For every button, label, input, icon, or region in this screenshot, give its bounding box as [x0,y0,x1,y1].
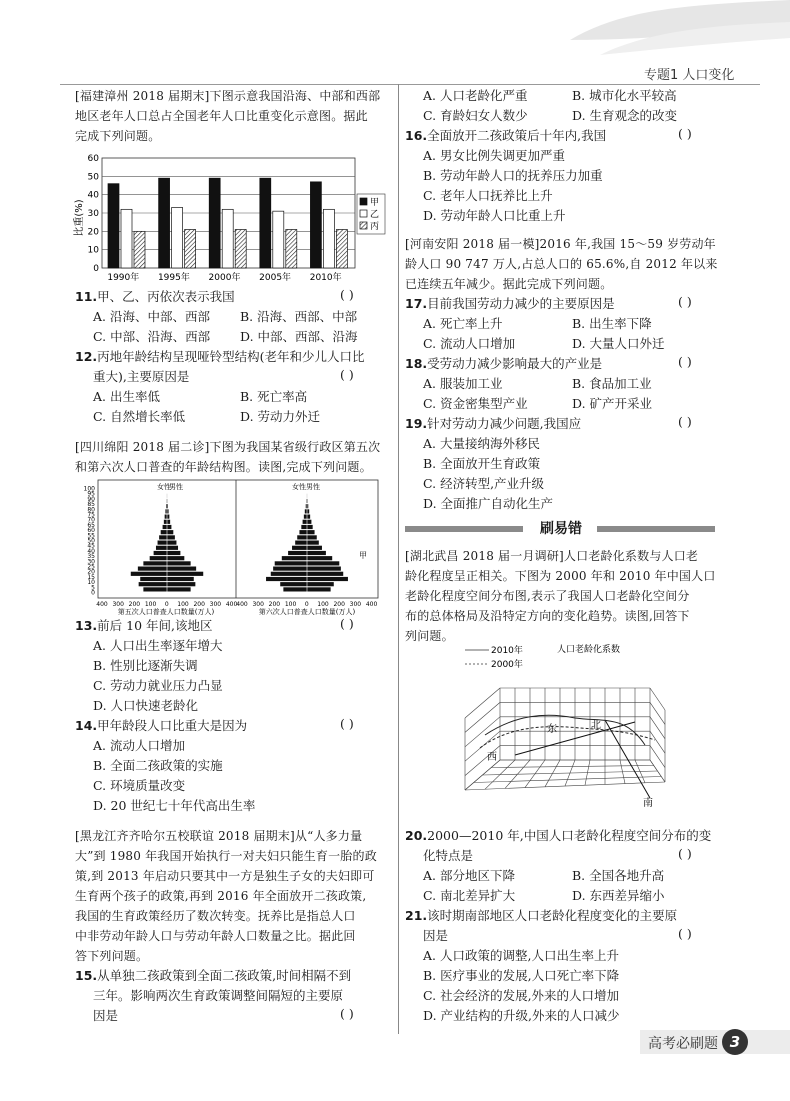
x-tick-5th: 200 [193,601,205,608]
y-tick-label: 60 [87,154,99,164]
aging-coefficient-3d-chart [455,640,680,820]
grid-line [465,717,500,747]
option: A. 服装加工业 [423,376,503,391]
age-tick: 30 [87,558,95,566]
option: B. 食品加工业 [572,376,652,391]
x-tick-label: 2005年 [259,273,292,283]
brush-decoration [560,0,790,60]
x-tick-6th: 100 [317,601,329,608]
passage-3 [75,826,377,966]
bar [108,184,119,268]
passage-line: 生育两个孩子的政策,再到 2016 年全面放开二孩政策, [75,889,367,903]
passage-line: [河南安阳 2018 届一模]2016 年,我国 15～59 岁劳动年 [405,237,716,251]
x-tick-6th: 200 [333,601,345,608]
question-stem-cont: 三年。影响两次生育政策调整间隔短的主要原 [93,988,344,1003]
option: A. 大量接纳海外移民 [423,436,540,451]
option: B. 医疗事业的发展,人口死亡率下降 [423,968,620,983]
age-tick: 10 [87,579,95,587]
question-stem: 2000—2010 年,中国人口老龄化程度空间分布的变 [427,828,712,843]
option: C. 劳动力就业压力凸显 [93,678,223,693]
bar [222,209,233,268]
curve-2010 [485,715,645,745]
south-label: 南 [643,798,653,809]
question-stem: 全面放开二孩政策后十年内,我国 [427,128,607,143]
y-tick-label: 30 [87,209,99,219]
chart-ylabel: 比重(%) [74,199,85,237]
question-number: 20. [405,828,428,843]
chart-title: 人口老龄化系数 [557,645,621,655]
bar [209,178,220,268]
answer-blank[interactable]: ( ) [678,414,692,429]
y-tick-label: 40 [87,190,99,201]
male-label: 男性 [169,483,183,491]
age-tick: 70 [87,516,95,524]
question-number: 17. [405,296,428,311]
question-number: 16. [405,128,428,143]
legend-swatch [360,198,367,205]
x-tick-label: 2000年 [208,273,241,283]
answer-blank[interactable]: ( ) [340,716,354,731]
x-tick-6th: 200 [268,601,281,608]
x-tick-5th: 100 [177,601,189,608]
grid-line [650,688,665,710]
passage-line: 大”到 1980 年我国开始执行一对夫妇只能生育一胎的政 [75,849,377,863]
x-tick-label: 1995年 [157,273,190,283]
bar [121,209,132,268]
passage-2 [75,437,380,477]
option: A. 人口政策的调整,人口出生率上升 [423,948,619,963]
option: C. 流动人口增加 [423,336,516,351]
passage-line: 我国的生育政策经历了数次转变。抚养比是指总人口 [75,909,356,923]
question-13 [75,616,212,636]
option: D. 生育观念的改变 [572,108,678,123]
y-tick-label: 50 [87,172,99,183]
option: D. 东西差异缩小 [572,888,665,903]
option: C. 经济转型,产业升级 [423,476,545,491]
option: D. 矿产开采业 [572,396,653,411]
question-20 [405,826,711,846]
x-tick-6th: 300 [252,601,264,608]
question-stem: 甲年龄段人口比重大是因为 [97,718,248,733]
grid-line [650,746,665,768]
option: B. 出生率下降 [572,316,652,331]
option: D. 劳动力外迁 [240,409,321,424]
legend-2000: 2000年 [491,660,523,670]
x-tick-label: 2010年 [309,273,342,283]
passage-line: [黑龙江齐齐哈尔五校联谊 2018 届期末]从“人多力量 [75,829,363,843]
x-tick-6th: 100 [284,601,297,608]
question-21 [405,906,677,926]
legend-label: 甲 [370,198,380,208]
option: C. 老年人口抚养比上升 [423,188,553,203]
option: D. 劳动年龄人口比重上升 [423,208,566,223]
answer-blank[interactable]: ( ) [678,846,692,861]
passage-line: 龄人口 90 747 万人,占总人口的 65.6%,自 2012 年以来 [405,257,718,271]
age-tick: 80 [87,506,95,514]
banner-rule-right [597,526,715,532]
question-number: 21. [405,908,428,923]
north-label: 北 [591,720,601,731]
question-12 [75,347,365,367]
x-tick-5th: 300 [112,601,124,608]
question-16 [405,126,606,146]
y-tick-label: 0 [93,264,99,274]
option: A. 男女比例失调更加严重 [423,148,565,163]
bar [286,230,297,269]
bar [323,209,334,268]
west-label: 西 [487,752,497,763]
option: A. 沿海、中部、西部 [93,309,210,324]
question-number: 14. [75,718,98,733]
question-stem: 从单独二孩政策到全面二孩政策,时间相隔不到 [97,968,352,983]
age-tick: 15 [87,573,95,581]
x-tick-6th: 400 [236,601,248,608]
age-tick: 65 [87,521,95,529]
option: B. 全国各地升高 [572,868,665,883]
legend-label: 丙 [370,222,380,232]
question-stem: 针对劳动力减少问题,我国应 [427,416,582,431]
x-tick-5th: 100 [144,601,157,608]
answer-blank[interactable]: ( ) [340,287,354,302]
column-divider [398,84,399,1034]
question-number: 19. [405,416,428,431]
grid-line [650,717,665,739]
pyramid-caption-5th: 第五次人口普查人口数量(万人) [117,608,215,616]
x-tick-5th: 300 [209,601,222,608]
passage-line: 龄化程度呈正相关。下图为 2000 年和 2010 年中国人口 [405,569,716,583]
x-tick-6th: 300 [349,601,362,608]
passage-5 [405,546,716,646]
option: D. 全面推广自动化生产 [423,496,554,511]
x-tick-6th: 0 [304,601,309,608]
question-number: 13. [75,618,98,633]
question-stem: 目前我国劳动力减少的主要原因是 [427,296,615,311]
x-tick-5th: 200 [128,601,141,608]
passage-line: 完成下列问题。 [75,129,161,143]
elderly-share-chart [70,150,390,285]
option: B. 沿海、西部、中部 [240,309,358,324]
option: C. 自然增长率低 [93,409,186,424]
question-11 [75,287,235,307]
north-south-axis [605,720,650,798]
bar [310,182,321,268]
option: A. 流动人口增加 [93,738,185,753]
option: C. 环境质量改变 [93,778,186,793]
answer-blank[interactable]: ( ) [340,1006,354,1021]
east-label: 东 [547,724,557,735]
option: B. 城市化水平较高 [572,88,677,103]
answer-blank[interactable]: ( ) [678,294,692,309]
y-tick-label: 10 [87,245,99,256]
pyramid-caption-6th: 第六次人口普查人口数量(万人) [258,608,356,616]
question-number: 11. [75,289,98,304]
male-label: 男性 [306,483,320,491]
jia-marker: 甲 [359,551,367,560]
age-tick: 85 [87,501,95,509]
bar [235,230,246,269]
age-tick: 40 [87,547,95,555]
grid-line [650,702,665,724]
question-stem: 该时期南部地区人口老龄化程度变化的主要原 [427,908,678,923]
female-label: 女性 [157,483,171,491]
option: C. 资金密集型产业 [423,396,528,411]
age-tick: 95 [87,490,95,498]
age-tick: 100 [83,485,95,493]
grid-line [465,702,500,732]
bar [336,230,347,269]
answer-blank[interactable]: ( ) [678,354,692,369]
page-number: 3 [722,1029,748,1055]
question-stem: 丙地年龄结构呈现哑铃型结构(老年和少儿人口比 [97,349,365,364]
passage-line: 已连续五年减少。据此完成下列问题。 [405,277,613,291]
age-tick: 55 [87,532,95,540]
option: B. 全面放开生育政策 [423,456,541,471]
passage-line: 策,到 2013 年启动只要其中一方是独生子女的夫妇即可 [75,869,375,883]
age-tick: 35 [87,553,95,561]
grid-line [650,731,665,753]
option: C. 育龄妇女人数少 [423,108,528,123]
question-number: 12. [75,349,98,364]
question-number: 18. [405,356,428,371]
bar [260,178,271,268]
answer-blank[interactable]: ( ) [340,367,354,382]
age-tick: 0 [91,589,95,597]
question-stem: 前后 10 年间,该地区 [97,618,213,633]
question-stem-cont: 因是 [423,928,449,943]
age-tick: 60 [87,527,95,535]
question-stem: 甲、乙、丙依次表示我国 [97,289,235,304]
section-banner [405,518,715,540]
question-14 [75,716,247,736]
option: C. 社会经济的发展,外来的人口增加 [423,988,620,1003]
passage-1 [75,86,380,146]
question-18 [405,354,602,374]
passage-line: 布的总体格局及沿特定方向的变化趋势。读图,回答下 [405,609,690,623]
question-stem: 受劳动力减少影响最大的产业是 [427,356,603,371]
legend-swatch [360,222,367,229]
option: C. 南北差异扩大 [423,888,516,903]
option: D. 人口快速老龄化 [93,698,199,713]
question-17 [405,294,615,314]
passage-line: [湖北武昌 2018 届一月调研]人口老龄化系数与人口老 [405,549,699,563]
legend-swatch [360,210,367,217]
passage-line: 老龄化程度空间分布图,表示了我国人口老龄化空间分 [405,589,690,603]
passage-line: [四川绵阳 2018 届二诊]下图为我国某省级行政区第五次 [75,440,381,454]
x-tick-label: 1990年 [107,273,140,283]
section-title: 刷易错 [540,521,582,537]
passage-4 [405,234,718,294]
answer-blank[interactable]: ( ) [678,926,692,941]
age-tick: 5 [91,584,95,592]
option: C. 中部、沿海、西部 [93,329,211,344]
question-stem-cont: 因是 [93,1008,119,1023]
option: B. 性别比逐渐失调 [93,658,198,673]
option: D. 产业结构的升级,外来的人口减少 [423,1008,620,1023]
option: A. 人口出生率逐年增大 [93,638,223,653]
question-15 [75,966,351,986]
age-tick: 90 [87,495,95,503]
option: D. 中部、西部、沿海 [240,329,358,344]
option: A. 死亡率上升 [423,316,503,331]
footer-book-title: 高考必刷题 [648,1036,718,1052]
age-tick: 20 [87,568,95,576]
question-number: 15. [75,968,98,983]
age-tick: 45 [87,542,95,550]
passage-line: 答下列问题。 [75,949,149,963]
option: D. 大量人口外迁 [572,336,665,351]
passage-line: 地区老年人口总占全国老年人口比重变化示意图。据此 [75,109,368,123]
legend-2010: 2010年 [491,646,523,656]
option: A. 人口老龄化严重 [423,88,528,103]
x-tick-5th: 400 [225,601,238,608]
x-tick-5th: 0 [164,601,169,608]
bar [172,208,183,269]
bar [185,230,196,269]
option: B. 全面二孩政策的实施 [93,758,223,773]
question-19 [405,414,581,434]
passage-line: [福建漳州 2018 届期末]下图示意我国沿海、中部和西部 [75,89,381,103]
option: B. 死亡率高 [240,389,308,404]
age-tick: 50 [87,537,95,545]
answer-blank[interactable]: ( ) [340,616,354,631]
female-label: 女性 [292,483,306,491]
banner-rule-left [405,526,523,532]
bar [134,231,145,268]
x-tick-6th: 400 [365,601,378,608]
question-stem-cont: 重大),主要原因是 [93,369,190,384]
option: D. 20 世纪七十年代高出生率 [93,798,256,813]
age-tick: 75 [87,511,95,519]
question-stem-cont: 化特点是 [423,848,474,863]
bar [273,211,284,268]
y-tick-label: 20 [87,227,99,238]
legend-label: 乙 [370,210,380,220]
bar [159,178,170,268]
passage-line: 中非劳动年龄人口与劳动年龄人口数量之比。据此回 [75,929,356,943]
x-tick-5th: 400 [96,601,108,608]
population-pyramid-chart [78,478,388,616]
answer-blank[interactable]: ( ) [678,126,692,141]
passage-line: 和第六次人口普查的年龄结构图。读图,完成下列问题。 [75,460,372,474]
curve-2000 [480,727,655,748]
passage-line: 列问题。 [405,629,454,643]
header-topic: 专题1 人口变化 [644,68,735,83]
option: B. 劳动年龄人口的抚养压力加重 [423,168,603,183]
grid-line [465,688,500,718]
age-tick: 25 [87,563,95,571]
header-rule [60,84,760,85]
option: A. 部分地区下降 [423,868,515,883]
option: A. 出生率低 [93,389,160,404]
